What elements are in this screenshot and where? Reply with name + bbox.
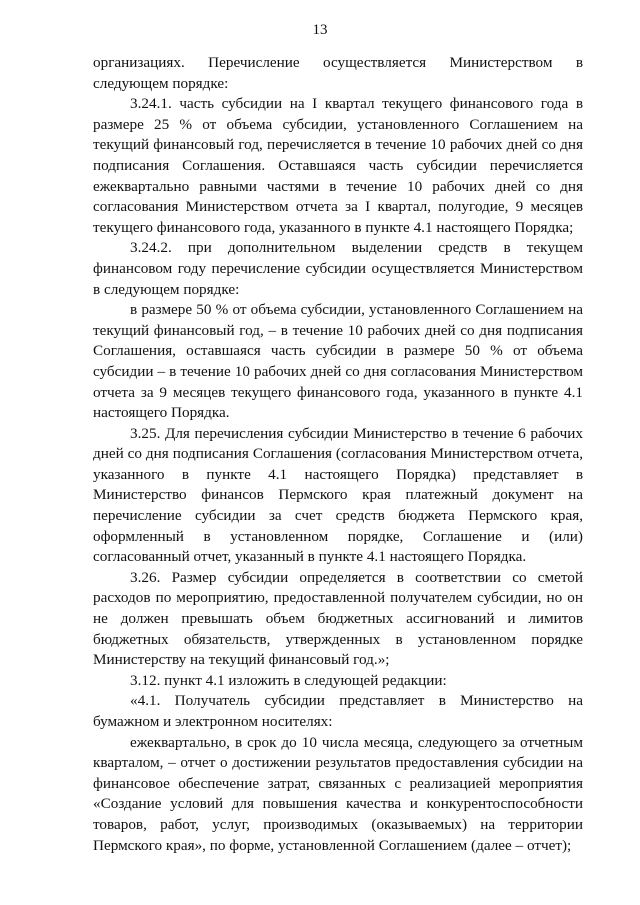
paragraph-3-24-2-detail: в размере 50 % от объема субсидии, установленного Соглашением на текущий финансовый год, – в течение 10 рабочих дней со дня подписания Соглашения, оставшаяся часть субсидии в размере 50 % от объема субсидии – в течение 10 рабочих дней со дня согласования Министерством отчета за 9 месяцев текущего финансового года, указанного в пункте 4.1 настоящего Порядка. bbox=[93, 301, 583, 422]
paragraph-4-1: «4.1. Получатель субсидии представляет в Министерство на бумажном и электронном носителях: bbox=[93, 692, 583, 730]
paragraph-4-1-quarterly: ежеквартально, в срок до 10 числа месяца, следующего за отчетным кварталом, – отчет о достижении результатов предоставления субсидии на финансовое обеспечение затрат, связанных с реализацией мероприятия «Создание условий для повышения качества и конкурентоспособности товаров, работ, услуг, производимых (оказываемых) на территории Пермского края», по форме, установленной Соглашением (далее – отчет); bbox=[93, 733, 583, 854]
paragraph-3-25: 3.25. Для перечисления субсидии Министерство в течение 6 рабочих дней со дня подписания Соглашения (согласования Министерством отчета, указанного в пункте 4.1 настоящего Порядка) представляет в Министерство финансов Пермского края платежный документ на перечисление субсидии за счет средств бюджета Пермского края, оформленный в установленном порядке, Соглашение и (или) согласованный отчет, указанный в пункте 4.1 настоящего Порядка. bbox=[93, 424, 583, 566]
page-number: 13 bbox=[312, 22, 328, 38]
paragraph-3-26: 3.26. Размер субсидии определяется в соответствии со сметой расходов по мероприятию, предоставленной получателем субсидии, но он не должен превышать объем бюджетных ассигнований и лимитов бюджетных обязательств, утвержденных в установленном порядке Министерству на текущий финансовый год.»; bbox=[93, 568, 583, 669]
paragraph-3-12: 3.12. пункт 4.1 изложить в следующей редакции: bbox=[130, 671, 447, 689]
paragraph-continuation: организациях. Перечисление осуществляется Министерством в следующем порядке: bbox=[93, 54, 583, 92]
paragraph-3-24-1: 3.24.1. часть субсидии на I квартал текущего финансового года в размере 25 % от объема субсидии, установленного Соглашением на текущий финансовый год, перечисляется в течение 10 рабочих дней со дня подписания Соглашения. Оставшаяся часть субсидии перечисляется ежеквартально равными частями в течение 10 рабочих дней со дня согласования Министерством отчета за I квартал, полугодие, 9 месяцев текущего финансового года, указанного в пункте 4.1 настоящего Порядка; bbox=[93, 95, 583, 236]
paragraph-3-24-2: 3.24.2. при дополнительном выделении средств в текущем финансовом году перечисление субсидии осуществляется Министерством в следующем порядке: bbox=[93, 239, 583, 298]
document-body bbox=[93, 53, 583, 856]
